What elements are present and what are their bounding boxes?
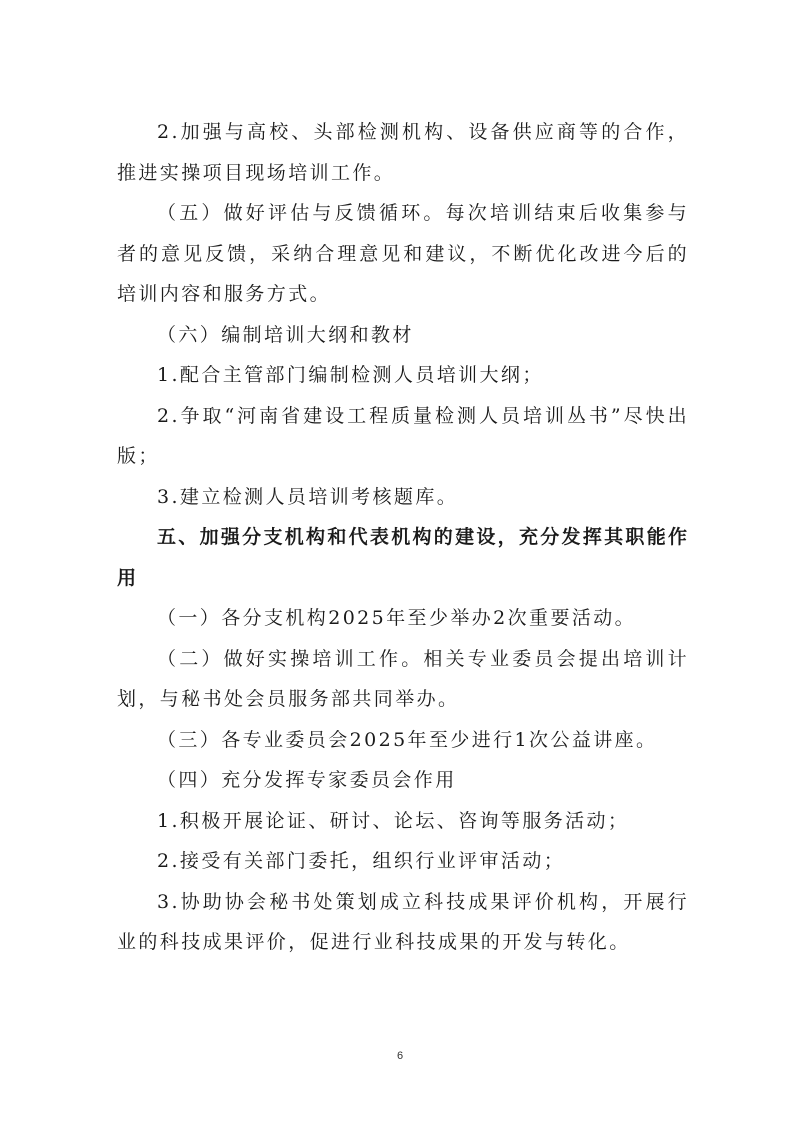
paragraph-practical-training: （二）做好实操培训工作。相关专业委员会提出培训计划，与秘书处会员服务部共同举办。: [117, 647, 689, 710]
page-number: 6: [396, 1050, 404, 1062]
paragraph-expert-item-3: 3.协助协会秘书处策划成立科技成果评价机构，开展行业的科技成果评价，促进行业科技成果的开发与转化。: [117, 890, 689, 953]
paragraph-expert-committee: （四）充分发挥专家委员会作用: [157, 769, 457, 791]
section-heading-branch-institutions: 五、加强分支机构和代表机构的建设，充分发挥其职能作用: [117, 526, 689, 589]
paragraph-training-syllabus: （六）编制培训大纲和教材: [157, 323, 414, 346]
paragraph-expert-item-2: 2.接受有关部门委托，组织行业评审活动；: [157, 850, 566, 872]
paragraph-public-lecture: （三）各专业委员会2025年至少进行1次公益讲座。: [157, 728, 658, 751]
paragraph-syllabus-item-1: 1.配合主管部门编制检测人员培训大纲；: [157, 364, 544, 386]
paragraph-evaluation-feedback: （五）做好评估与反馈循环。每次培训结束后收集参与者的意见反馈，采纳合理意见和建议，不断优化改进今后的培训内容和服务方式。: [117, 202, 689, 305]
paragraph-cooperation: 2.加强与高校、头部检测机构、设备供应商等的合作，推进实操项目现场培训工作。: [117, 121, 689, 184]
document-body: [117, 112, 689, 963]
paragraph-syllabus-item-2: 2.争取“河南省建设工程质量检测人员培训丛书”尽快出版；: [117, 404, 689, 467]
paragraph-syllabus-item-3: 3.建立检测人员培训考核题库。: [157, 485, 459, 508]
paragraph-expert-item-1: 1.积极开展论证、研讨、论坛、咨询等服务活动；: [157, 809, 630, 832]
paragraph-branch-activities: （一）各分支机构2025年至少举办2次重要活动。: [157, 607, 637, 629]
